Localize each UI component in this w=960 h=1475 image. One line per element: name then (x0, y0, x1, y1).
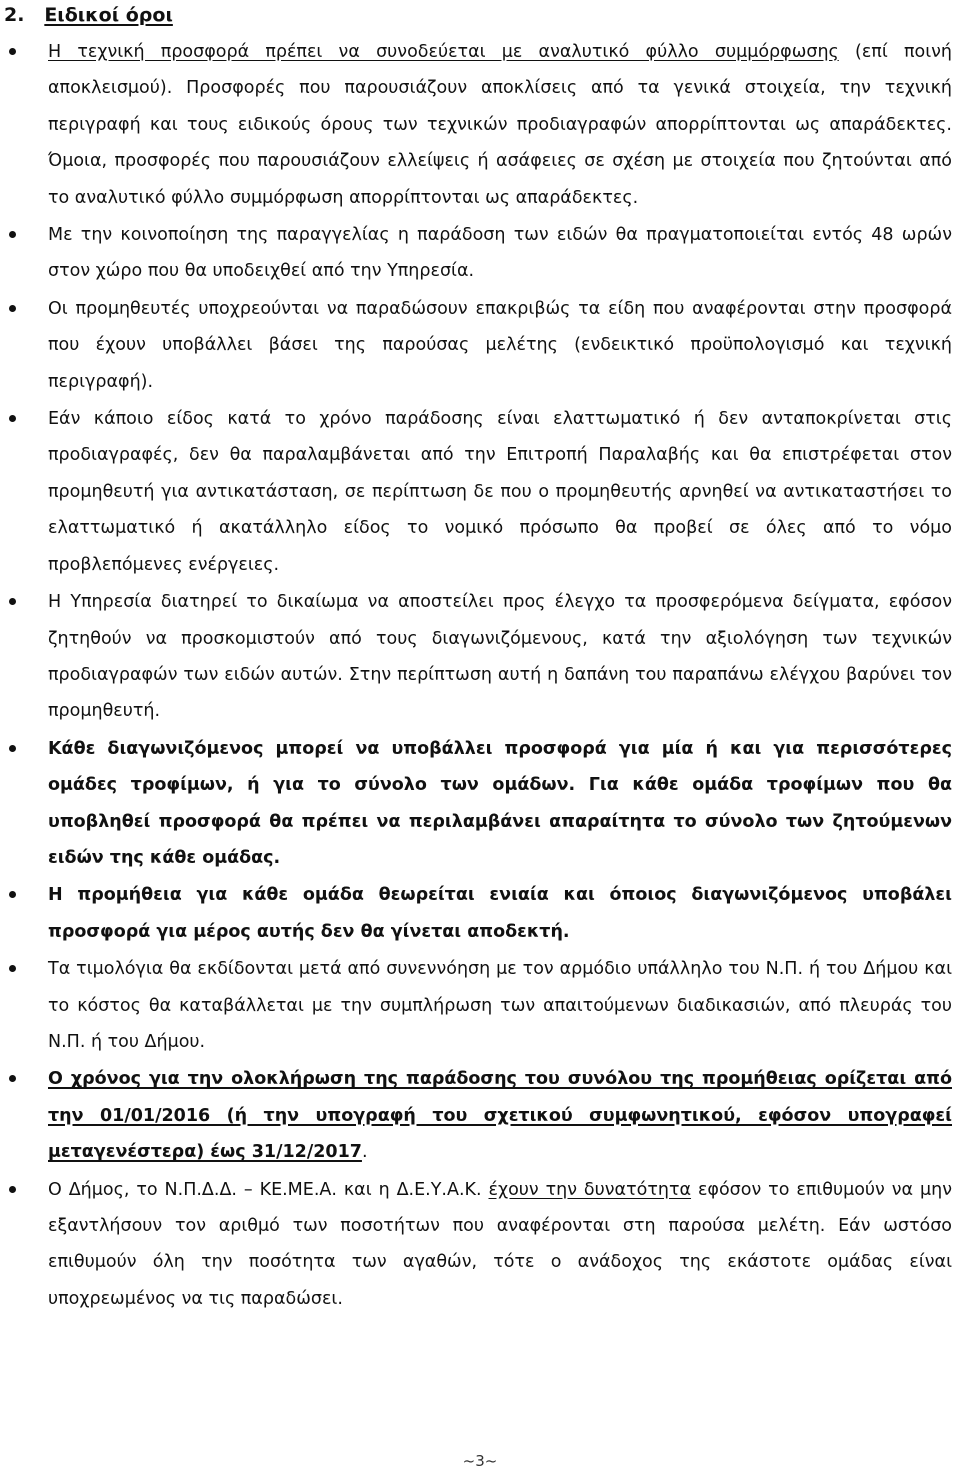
list-item (0, 1061, 960, 1170)
section-heading (4, 2, 173, 28)
list-item (0, 34, 960, 216)
bullet-icon (9, 1186, 16, 1193)
list-item-text: εφόσον το επιθυμούν να μην εξαντλήσουν τον αριθμό των ποσοτήτων που αναφέρονται στη παρούσα μελέτη. Εάν ωστόσο επιθυμούν όλη την ποσότητα των αγαθών, τότε ο ανάδοχος της εκάστοτε ομάδας είναι υποχρεωμένος να τις παραδώσει. (48, 1179, 953, 1309)
list-item (0, 291, 960, 400)
bullet-icon (9, 965, 16, 972)
list-item (0, 217, 960, 290)
bullet-icon (9, 598, 16, 605)
list-item-text: Η προμήθεια για κάθε ομάδα θεωρείται ενιαία και όποιος διαγωνιζόμενος υποβάλει προσφορά για μέρος αυτής δεν θα γίνεται αποδεκτή. (48, 885, 952, 942)
list-item-text: Η Υπηρεσία διατηρεί το δικαίωμα να αποστείλει προς έλεγχο τα προσφερόμενα δείγματα, εφόσον ζητηθούν να προσκομιστούν από τους διαγωνιζόμενους, κατά την αξιολόγηση των τεχνικών προδιαγραφών των ειδών αυτών. Στην περίπτωση αυτή η δαπάνη του παραπάνω ελέγχου βαρύνει τον προμηθευτή. (48, 592, 952, 722)
special-terms-list (0, 34, 960, 1317)
section-number: 2. (4, 4, 25, 26)
list-item (0, 401, 960, 583)
bullet-icon (9, 48, 16, 55)
bullet-icon (9, 415, 16, 422)
list-item (0, 1172, 960, 1318)
list-item-text: (επί ποινή αποκλεισμού). Προσφορές που παρουσιάζουν αποκλίσεις από τα γενικά στοιχεία, την τεχνική περιγραφή και τους ειδικούς όρους των τεχνικών προδιαγραφών απορρίπτονται ως απαράδεκτες. Όμοια, προσφορές που παρουσιάζουν ελλείψεις ή ασάφειες σε σχέση με στοιχεία που ζητούνται από το αναλυτικό φύλλο συμμόρφωση απορρίπτονται ως απαράδεκτες. (48, 42, 953, 208)
list-item-text: Οι προμηθευτές υποχρεούνται να παραδώσουν επακριβώς τα είδη που αναφέρονται στην προσφορά που έχουν υποβάλλει βάσει της παρούσας μελέτης (ενδεικτικό προϋπολογισμό και τεχνική περιγραφή). (48, 298, 952, 392)
list-item (0, 731, 960, 877)
compliance-requirement-text: Η τεχνική προσφορά πρέπει να συνοδεύεται με αναλυτικό φύλλο συμμόρφωσης (48, 42, 839, 62)
list-item-text: Τα τιμολόγια θα εκδίδονται μετά από συνεννόηση με τον αρμόδιο υπάλληλο του Ν.Π. ή του Δήμου και το κόστος θα καταβάλλεται με την συμπλήρωση των απαιτούμενων διαδικασιών, από πλευράς του Ν.Π. ή του Δήμου. (48, 959, 952, 1052)
list-item-text: Με την κοινοποίηση της παραγγελίας η παράδοση των ειδών θα πραγματοποιείται εντός 48 ωρών στον χώρο που θα υποδειχθεί από την Υπηρεσία. (48, 225, 952, 282)
bullet-icon (9, 891, 16, 898)
possibility-text: έχουν την δυνατότητα (488, 1179, 692, 1200)
list-item (0, 951, 960, 1060)
bullet-icon (9, 745, 16, 752)
list-item-text: . (361, 1142, 368, 1163)
bullet-icon (9, 305, 16, 312)
delivery-period-text: Ο χρόνος για την ολοκλήρωση της παράδοσης του συνόλου της προμήθειας ορίζεται από την 01/01/2016 (ή την υπογραφή του σχετικού συμφωνητικού, εφόσον υπογραφεί μεταγενέστερα) έως 31/12/2017 (48, 1069, 952, 1163)
list-item-text: Εάν κάποιο είδος κατά το χρόνο παράδοσης είναι ελαττωματικό ή δεν ανταποκρίνεται στις προδιαγραφές, δεν θα παραλαμβάνεται από την Επιτροπή Παραλαβής και θα επιστρέφεται στον προμηθευτή για αντικατάσταση, σε περίπτωση δε που ο προμηθευτής αρνηθεί να αντικαταστήσει το ελαττωματικό ή ακατάλληλο είδος το νομικό πρόσωπο θα προβεί σε όλες από το νόμο προβλεπόμενες ενέργειες. (48, 409, 952, 575)
section-title: Ειδικοί όροι (44, 4, 173, 26)
list-item-text: Κάθε διαγωνιζόμενος μπορεί να υποβάλλει προσφορά για μία ή και για περισσότερες ομάδες τροφίμων, ή για το σύνολο των ομάδων. Για κάθε ομάδα τροφίμων που θα υποβληθεί προσφορά θα πρέπει να περιλαμβάνει απαραίτητα το σύνολο των ζητούμενων ειδών της κάθε ομάδας. (48, 738, 952, 868)
page-number: ~3~ (462, 1452, 498, 1470)
bullet-icon (9, 1075, 16, 1082)
bullet-icon (9, 231, 16, 238)
list-item (0, 584, 960, 730)
list-item-text: Ο Δήμος, το Ν.Π.Δ.Δ. – ΚΕ.ΜΕ.Α. και η Δ.Ε.Υ.Α.Κ. (48, 1179, 489, 1200)
list-item (0, 877, 960, 950)
